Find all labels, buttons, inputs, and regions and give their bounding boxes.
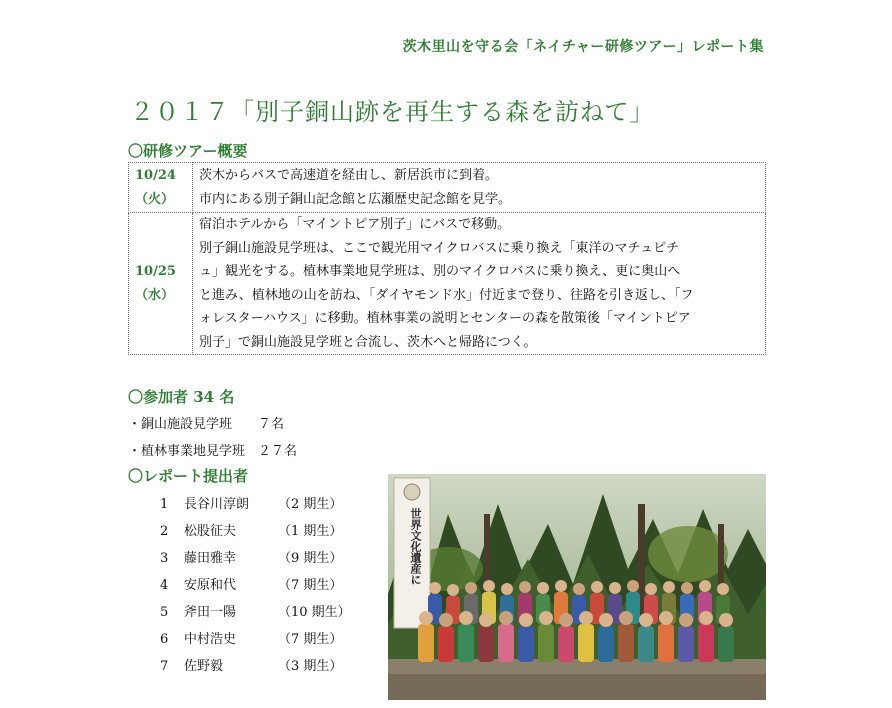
participants-heading: 〇参加者 34 名 [128,388,235,406]
participant-group: ・植林事業地見学班 ２７名 [128,444,298,459]
schedule-weekday: （火） [135,191,175,207]
reporter-term: （7 期生） [278,632,343,647]
schedule-row-day2 [129,213,766,355]
schedule-date: 10/24 [135,168,176,183]
overview-heading: 〇研修ツアー概要 [128,142,248,160]
schedule-line: 茨木からバスで高速道を経由し、新居浜市に到着。 [199,168,499,183]
reporter-name: 斧田一陽 [184,605,237,620]
reporter-number: 6 [160,632,169,647]
schedule-line: 市内にある別子銅山記念館と広瀬歴史記念館を見学。 [199,191,512,207]
reporter-item [160,493,342,512]
reporter-item [160,601,351,620]
series-title: 茨木里山を守る会「ネイチャー研修ツアー」レポート集 [402,39,764,55]
schedule-description [193,213,766,355]
reporter-number: 7 [160,659,169,674]
schedule-line: と進み、植林地の山を訪ね、「ダイヤモンド水」付近まで登り、往路を引き返し、「フ [199,287,694,303]
schedule-date-cell [129,213,193,355]
reporter-item [160,628,342,647]
reporter-name: 松股征夫 [184,524,237,539]
reporters-heading: 〇レポート提出者 [128,467,249,485]
reporter-term: （3 期生） [278,659,343,674]
reporter-item [160,520,342,539]
schedule-date-cell [129,163,193,213]
reporter-term: （7 期生） [278,578,343,593]
schedule-date: 10/25 [135,264,176,279]
reporter-name: 佐野毅 [184,659,224,674]
reporter-name: 藤田雅幸 [184,551,237,566]
page-title: ２０１７「別子銅山跡を再生する森を訪ねて」 [130,98,655,126]
reporter-item [160,574,342,593]
reporter-number: 2 [160,524,169,539]
schedule-table [128,162,766,355]
schedule-weekday: （水） [135,287,175,303]
schedule-line: 別子銅山施設見学班は、ここで観光用マイクロバスに乗り換え「東洋のマチュピチ [199,240,680,256]
schedule-line: ュ」観光をする。植林事業地見学班は、別のマイクロバスに乗り換え、更に奥山へ [199,264,681,279]
reporter-term: （9 期生） [278,551,343,566]
reporter-name: 安原和代 [184,578,237,593]
schedule-line: 別子」で銅山施設見学班と合流し、茨木へと帰路につく。 [199,334,537,350]
schedule-row-day1 [129,163,766,213]
monument-sign-text: 世界文化遺産に [409,508,422,585]
reporter-name: 中村浩史 [184,632,237,647]
reporter-number: 5 [160,605,169,620]
reporter-item [160,547,342,566]
reporter-number: 3 [160,551,169,566]
schedule-line: ォレスターハウス」に移動。植林事業の説明とセンターの森を散策後「マイントピア [199,311,691,326]
participant-group: ・銅山施設見学班 ７名 [128,417,285,432]
group-photo [388,474,766,700]
reporter-number: 4 [160,578,169,593]
schedule-description [193,163,766,213]
reporter-item [160,655,342,674]
group-photo-illustration [388,474,766,700]
reporter-term: （10 期生） [278,605,351,620]
reporter-term: （1 期生） [278,524,343,539]
reporter-term: （2 期生） [278,497,343,512]
reporter-name: 長谷川淳朗 [184,497,250,512]
reporter-number: 1 [160,497,169,512]
schedule-line: 宿泊ホテルから「マイントピア別子」にバスで移動。 [199,217,511,232]
